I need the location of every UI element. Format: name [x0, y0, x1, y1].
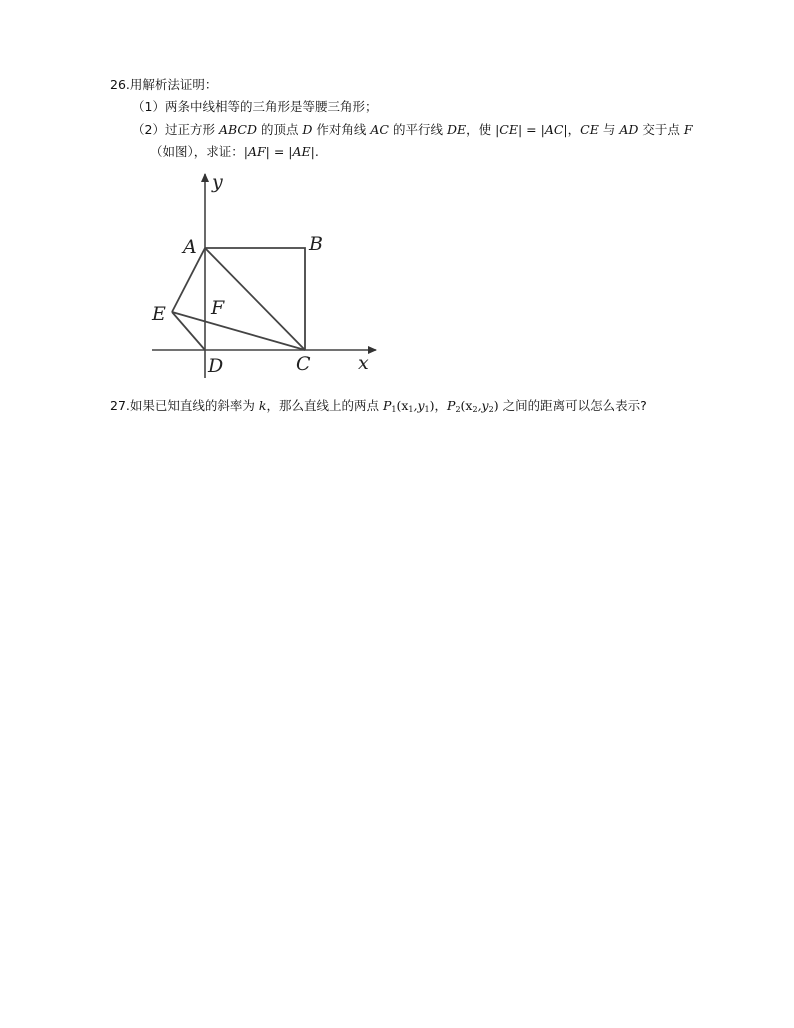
- p2-y-sub: 2: [488, 405, 494, 414]
- q26-part1-label: （1）: [132, 99, 165, 114]
- q26-part2-text: ，使: [466, 122, 496, 137]
- math-eq-af-ae: |AF| = |AE|: [243, 144, 315, 159]
- p1-y-sub: 1: [424, 405, 430, 414]
- q27-text: ，: [434, 398, 448, 413]
- q27-number: 27.: [110, 398, 130, 413]
- p1-letter: P: [382, 398, 392, 413]
- q26-part2-text: 作对角线: [312, 122, 371, 137]
- q26-part2-line2: [150, 144, 319, 160]
- q27: [110, 398, 647, 418]
- p1-coord-close: ): [429, 398, 435, 413]
- p1-x-sub: 1: [408, 405, 414, 414]
- q26-title: 用解析法证明：: [129, 77, 218, 92]
- q26-part2-text: 过正方形: [164, 122, 219, 137]
- q27-text: ，那么直线上的两点: [266, 398, 383, 413]
- math-eq-ce-ac: |CE| = |AC|: [495, 122, 568, 137]
- q26-part1-text: 两条中线相等的三角形是等腰三角形；: [164, 99, 378, 114]
- math-seg-ad: AD: [619, 122, 639, 137]
- math-k: k: [258, 398, 267, 413]
- point-label-c: C: [296, 353, 311, 375]
- math-square: ABCD: [218, 122, 257, 137]
- p2-letter: P: [447, 398, 456, 413]
- q26-part2-text: （如图），求证：: [150, 144, 244, 159]
- p2-coord-open: (x: [460, 398, 473, 413]
- geometry-figure: [140, 168, 390, 383]
- p1-sub: 1: [391, 405, 397, 414]
- p1-coord-open: (x: [396, 398, 409, 413]
- q26-part2-text: .: [314, 144, 319, 159]
- q26-part2-text: 的平行线: [389, 122, 447, 137]
- point-label-e: E: [152, 303, 166, 325]
- q26-part2-text: 与: [598, 122, 620, 137]
- math-point-f: F: [683, 122, 693, 137]
- segment-ed: [172, 312, 205, 350]
- p2-x-sub: 2: [472, 405, 478, 414]
- p2-coord-close: ): [493, 398, 499, 413]
- p1-coord-mid: ,y: [413, 398, 425, 413]
- q26-number: 26.: [110, 77, 130, 92]
- segment-ec: [172, 312, 305, 350]
- math-seg-ce: CE: [580, 122, 599, 137]
- q27-text: 如果已知直线的斜率为: [129, 398, 259, 413]
- q26-part2-text: 的顶点: [256, 122, 303, 137]
- q26-part2-line1: [132, 122, 693, 138]
- point-label-d: D: [208, 355, 224, 377]
- math-p1: [383, 398, 435, 413]
- q26-heading: [110, 77, 217, 93]
- q27-text: 之间的距离可以怎么表示?: [498, 398, 647, 413]
- q26-part1: [132, 99, 377, 115]
- q26-part2-text: 交于点: [638, 122, 684, 137]
- q26-part2-label: （2）: [132, 122, 165, 137]
- math-line-de: DE: [446, 122, 467, 137]
- q26-part2-text: ，: [567, 122, 581, 137]
- axis-label-x: x: [358, 352, 369, 374]
- math-p2: [447, 398, 499, 413]
- point-label-f: F: [211, 297, 225, 319]
- math-diag-ac: AC: [370, 122, 389, 137]
- math-vertex-d: D: [302, 122, 313, 137]
- axis-label-y: y: [212, 171, 223, 193]
- p2-coord-mid: ,y: [477, 398, 489, 413]
- point-label-a: A: [183, 236, 197, 258]
- point-label-b: B: [309, 233, 323, 255]
- p2-sub: 2: [455, 405, 461, 414]
